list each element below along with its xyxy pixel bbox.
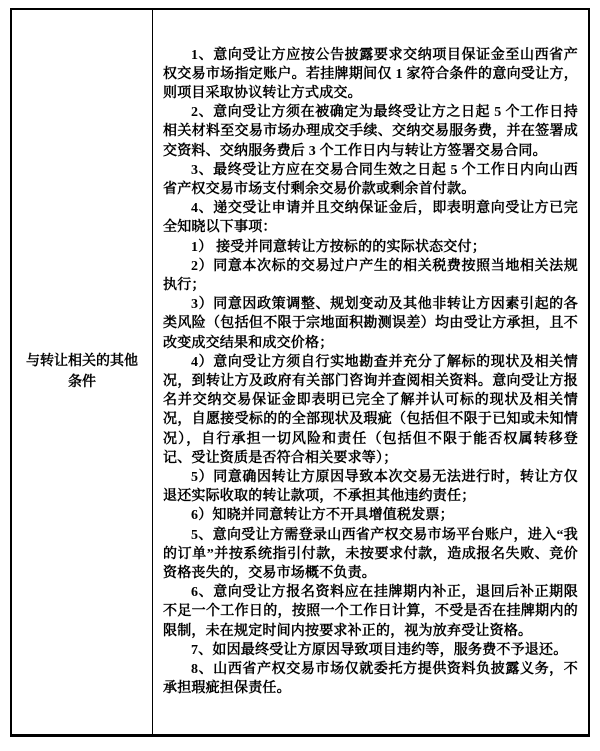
- condition-paragraph: 1） 接受并同意转让方按标的的实际状态交付；: [191, 239, 486, 255]
- transfer-conditions-table: [10, 8, 590, 737]
- row-header-label: 与转让相关的其他条件: [26, 354, 138, 390]
- condition-paragraph: 1、意向受让方应按公告披露要求交纳项目保证金至山西省产权交易市场指定账户。若挂牌期间仅 1 家符合条件的意向受让方，则项目采取协议转让方式成交。: [163, 47, 578, 101]
- condition-paragraph: 2、意向受让方须在被确定为最终受让方之日起 5 个工作日持相关材料至交易市场办理成交手续、交纳交易服务费，并在签署成交资料、交纳服务费后 3 个工作日内与转让方签署交易合同。: [163, 105, 578, 159]
- condition-paragraph: 5）同意确因转让方原因导致本次交易无法进行时，转让方仅退还实际收取的转让款项，不承担其他违约责任；: [163, 470, 578, 505]
- condition-paragraph: 4）意向受让方须自行实地勘查并充分了解标的现状及相关情况，到转让方及政府有关部门咨询并查阅相关资料。意向受让方报名并交纳交易保证金即表明已完全了解并认可标的现状及相关情况，自愿接受标的的全部现状及瑕疵（包括但不限于已知或未知情况），自行承担一切风险和责任（包括但不限于能否权属转移登记、受让资质是否符合相关要求等）；: [163, 354, 578, 466]
- condition-paragraph: 6、意向受让方报名资料应在挂牌期内补正，退回后补正期限不足一个工作日的，按照一个工作日计算，不受是否在挂牌期内的限制，未在规定时间内按要求补正的，视为放弃受让资格。: [163, 585, 578, 639]
- row-header-cell: [12, 10, 153, 734]
- condition-paragraph: 7、如因最终受让方原因导致项目违约等，服务费不予退还。: [191, 642, 568, 658]
- condition-paragraph: 5、意向受让方需登录山西省产权交易市场平台账户，进入“我的订单”并按系统指引付款，未按要求付款，造成报名失败、竞价资格丧失的，交易市场概不负责。: [163, 527, 578, 582]
- condition-paragraph: 3、最终受让方应在交易合同生效之日起 5 个工作日内向山西省产权交易市场支付剩余交易价款或剩余首付款。: [163, 162, 578, 197]
- condition-paragraph: 6）知晓并同意转让方不开具增值税发票；: [191, 508, 454, 524]
- conditions-content-cell: [153, 10, 588, 734]
- condition-paragraph: 8、山西省产权交易市场仅就委托方提供资料负披露义务，不承担瑕疵担保责任。: [163, 662, 578, 697]
- condition-paragraph: 2）同意本次标的交易过户产生的相关税费按照当地相关法规执行；: [163, 258, 578, 293]
- condition-paragraph: 4、递交受让申请并且交纳保证金后，即表明意向受让方已完全知晓以下事项：: [163, 201, 578, 236]
- condition-paragraph: 3）同意因政策调整、规划变动及其他非转让方因素引起的各类风险（包括但不限于宗地面积勘测误差）均由受让方承担，且不改变成交结果和成交价格；: [163, 297, 578, 351]
